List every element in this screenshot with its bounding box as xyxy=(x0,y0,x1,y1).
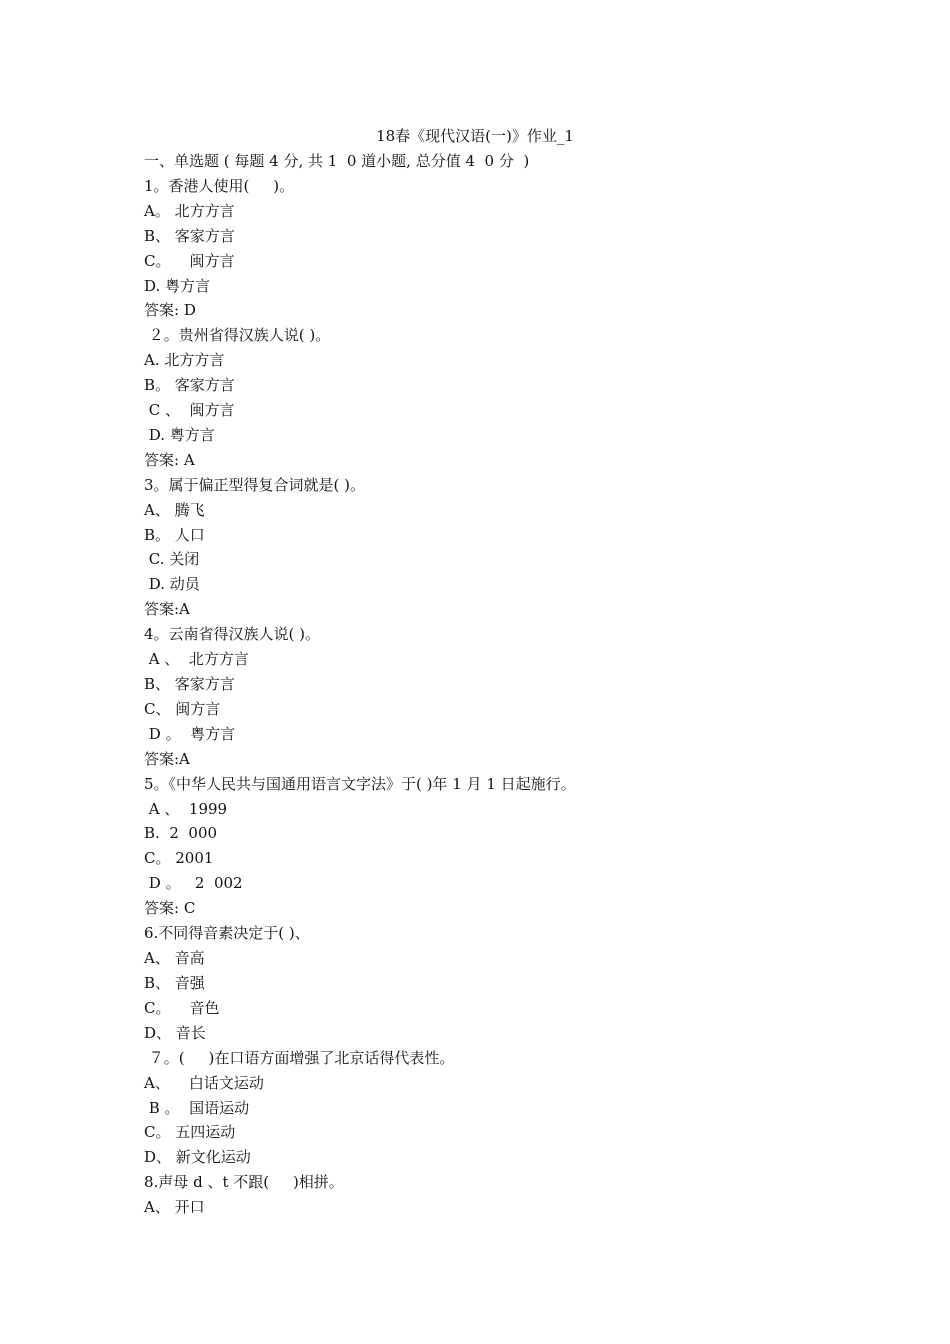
question-6-stem: 6.不同得音素决定于( )、 xyxy=(144,924,310,942)
question-6-option-c: C。 音色 xyxy=(144,999,220,1017)
question-1-answer: 答案: D xyxy=(144,301,196,319)
question-3-option-c: C. 关闭 xyxy=(144,550,200,568)
question-7-option-c: C。 五四运动 xyxy=(144,1123,236,1141)
question-7-option-d: D、 新文化运动 xyxy=(144,1148,251,1166)
question-5-option-c: C。 2001 xyxy=(144,849,214,867)
section-header: 一、单选题 ( 每题 4 分, 共 1 0 道小题, 总分值 4 0 分 ) xyxy=(144,152,530,170)
question-7-option-b: B 。 国语运动 xyxy=(144,1099,250,1117)
question-4-option-c: C、 闽方言 xyxy=(144,700,221,718)
question-4-option-a: A 、 北方方言 xyxy=(144,650,249,668)
question-2-option-b: B。 客家方言 xyxy=(144,376,235,394)
question-8-stem: 8.声母 d 、t 不跟( )相拼。 xyxy=(144,1173,344,1191)
question-1-stem: 1。香港人使用( )。 xyxy=(144,177,295,195)
question-2-option-c: C 、 闽方言 xyxy=(144,401,235,419)
question-5-stem: 5。《中华人民共与国通用语言文字法》于( )年 1 月 1 日起施行。 xyxy=(144,775,576,793)
document-title: 18春《现代汉语(一)》作业_1 xyxy=(376,127,574,145)
question-5-answer: 答案: C xyxy=(144,899,196,917)
question-3-answer: 答案:A xyxy=(144,600,190,618)
question-4-answer: 答案:A xyxy=(144,750,190,768)
question-1-option-c: C。 闽方言 xyxy=(144,252,235,270)
question-2-option-d: D. 粤方言 xyxy=(144,426,215,444)
question-6-option-d: D、 音长 xyxy=(144,1024,206,1042)
question-5-option-a: A 、 1999 xyxy=(144,800,228,818)
question-7-stem: ７。( )在口语方面增强了北京话得代表性。 xyxy=(144,1049,455,1067)
question-5-option-b: B. 2 000 xyxy=(144,824,218,842)
question-5-option-d: D 。 2 002 xyxy=(144,874,243,892)
question-2-stem: ２。贵州省得汉族人说( )。 xyxy=(144,326,331,344)
question-2-option-a: A. 北方方言 xyxy=(144,351,225,369)
question-1-option-a: A。 北方方言 xyxy=(144,202,235,220)
question-2-answer: 答案: A xyxy=(144,451,195,469)
question-3-option-b: B。 人口 xyxy=(144,526,205,544)
question-6-option-b: B、 音强 xyxy=(144,974,205,992)
question-3-stem: 3。属于偏正型得复合词就是( )。 xyxy=(144,476,366,494)
question-3-option-d: D. 动员 xyxy=(144,575,200,593)
question-4-option-b: B、 客家方言 xyxy=(144,675,235,693)
question-6-option-a: A、 音高 xyxy=(144,949,205,967)
question-4-option-d: D 。 粤方言 xyxy=(144,725,236,743)
question-3-option-a: A、 腾飞 xyxy=(144,501,205,519)
question-8-option-a: A、 开口 xyxy=(144,1198,205,1216)
question-4-stem: 4。云南省得汉族人说( )。 xyxy=(144,625,321,643)
question-1-option-b: B、 客家方言 xyxy=(144,227,235,245)
question-7-option-a: A、 白话文运动 xyxy=(144,1074,264,1092)
question-1-option-d: D. 粤方言 xyxy=(144,277,211,295)
